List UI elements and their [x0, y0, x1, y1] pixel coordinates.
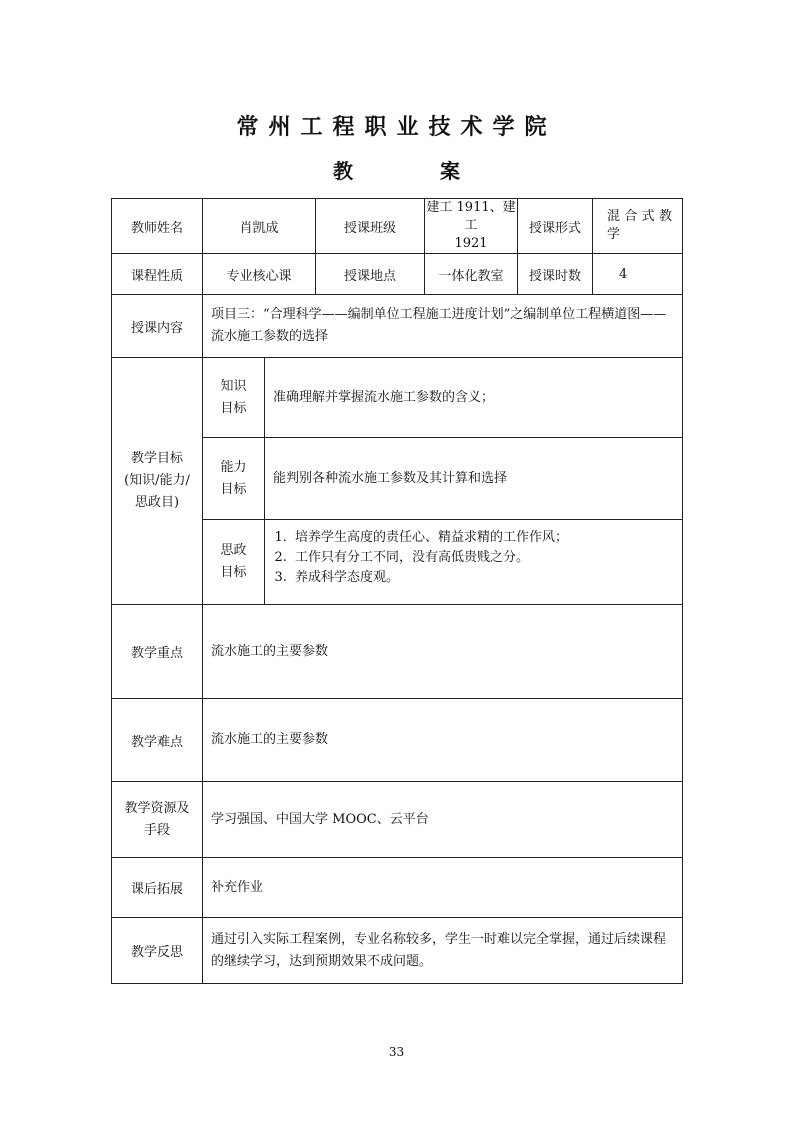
teaching-form-value-line2: 学 [607, 227, 621, 242]
teacher-name-value: 肖凯成 [203, 199, 316, 254]
reflection-text: 通过引入实际工程案例，专业名称较多，学生一时难以完全掌握，通过后续课程的继续学习，达到预期效果不成问题。 [203, 918, 683, 984]
key-points-text: 流水施工的主要参数 [203, 605, 683, 699]
teaching-objectives-label-line3: 思政目) [134, 495, 180, 510]
course-nature-value: 专业核心课 [203, 254, 316, 295]
teaching-content-label: 授课内容 [112, 295, 203, 358]
knowledge-goal-label-line1: 知识 [220, 378, 247, 394]
difficulties-text: 流水施工的主要参数 [203, 699, 683, 782]
knowledge-goal-label [203, 358, 265, 438]
course-nature-label: 课程性质 [112, 254, 203, 295]
teaching-hours-value: 4 [593, 254, 683, 295]
row-basic-info-1 [112, 199, 683, 254]
row-knowledge-goal [112, 358, 683, 438]
row-difficulties [112, 699, 683, 782]
row-reflection [112, 918, 683, 984]
teaching-form-value-line1: 混合式教 [607, 209, 673, 224]
ability-goal-label-line2: 目标 [220, 481, 247, 497]
difficulties-label: 教学难点 [112, 699, 203, 782]
resources-label [112, 782, 203, 858]
knowledge-goal-text: 准确理解并掌握流水施工参数的含义； [265, 358, 683, 438]
ability-goal-label [203, 438, 265, 520]
row-key-points [112, 605, 683, 699]
teaching-objectives-label-line2: (知识/能力/ [124, 473, 190, 488]
row-extension [112, 858, 683, 918]
teaching-objectives-label-line1: 教学目标 [130, 451, 183, 466]
key-points-label: 教学重点 [112, 605, 203, 699]
page-number: 33 [388, 1045, 405, 1059]
class-value-line1: 建工 1911、建工 [426, 200, 516, 233]
ideology-goal-item: 1. 培养学生高度的责任心、精益求精的工作作风； [291, 528, 682, 548]
ability-goal-label-line1: 能力 [220, 459, 247, 475]
row-resources [112, 782, 683, 858]
ability-goal-text: 能判别各种流水施工参数及其计算和选择 [265, 438, 683, 520]
extension-label: 课后拓展 [112, 858, 203, 918]
class-value [425, 199, 518, 254]
teaching-form-label: 授课形式 [518, 199, 593, 254]
document-type-title: 教 案 [333, 159, 500, 183]
teacher-name-label: 教师姓名 [112, 199, 203, 254]
ideology-goal-item: 2. 工作只有分工不同，没有高低贵贱之分。 [291, 548, 682, 568]
teaching-objectives-label [112, 358, 203, 605]
knowledge-goal-label-line2: 目标 [220, 400, 247, 416]
resources-label-line2: 手段 [143, 822, 170, 838]
reflection-label: 教学反思 [112, 918, 203, 984]
ideology-goal-label [203, 520, 265, 605]
ideology-goal-label-line1: 思政 [220, 543, 247, 558]
teaching-place-label: 授课地点 [316, 254, 425, 295]
teaching-place-value: 一体化教室 [425, 254, 518, 295]
row-teaching-content [112, 295, 683, 358]
ideology-goal-item: 3. 养成科学态度观。 [291, 568, 682, 588]
lesson-plan-table [111, 198, 683, 984]
ideology-goal-list [265, 528, 682, 588]
extension-text: 补充作业 [203, 858, 683, 918]
row-basic-info-2 [112, 254, 683, 295]
teaching-hours-label: 授课时数 [518, 254, 593, 295]
ideology-goal-label-line2: 目标 [220, 565, 247, 580]
ideology-goal-text [265, 520, 683, 605]
resources-text: 学习强国、中国大学 MOOC、云平台 [203, 782, 683, 858]
class-value-line2: 1921 [454, 236, 488, 251]
teaching-content-text: 项目三：“合理科学——编制单位工程施工进度计划”之编制单位工程横道图——流水施工参数的选择 [203, 295, 683, 358]
resources-label-line1: 教学资源及 [124, 800, 190, 816]
class-label: 授课班级 [316, 199, 425, 254]
school-title: 常州工程职业技术学院 [236, 115, 557, 140]
teaching-form-value [593, 199, 683, 254]
